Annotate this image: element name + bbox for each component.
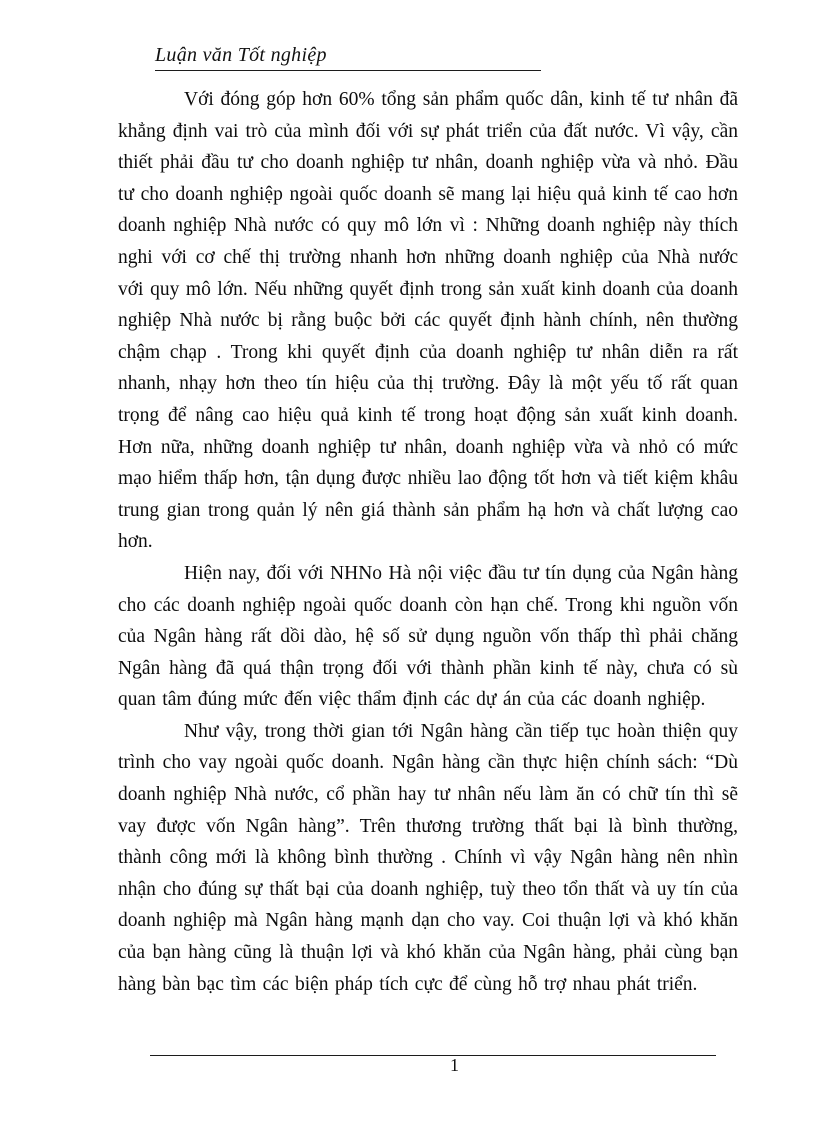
paragraph: Như vậy, trong thời gian tới Ngân hàng cần tiếp tục hoàn thiện quy trình cho vay ngoài quốc doanh. Ngân hàng cần thực hiện chính sách: “Dù doanh nghiệp Nhà nước, cổ phần hay tư nhân nếu làm ăn có chữ tín thì sẽ vay được vốn Ngân hàng”. Trên thương trường thất bại là bình thường, thành công mới là không bình thường . Chính vì vậy Ngân hàng nên nhìn nhận cho đúng sự thất bại của doanh nghiệp, tuỳ theo tổn thất và uy tín của doanh nghiệp mà Ngân hàng mạnh dạn cho vay. Coi thuận lợi và khó khăn của bạn hàng cũng là thuận lợi và khó khăn của Ngân hàng, phải cùng bạn hàng bàn bạc tìm các biện pháp tích cực để cùng hỗ trợ nhau phát triển. [118, 720, 738, 995]
footer-divider [150, 1055, 716, 1056]
paragraph: Với đóng góp hơn 60% tổng sản phẩm quốc dân, kinh tế tư nhân đã khẳng định vai trò của mình đối với sự phát triển của đất nước. Vì vậy, cần thiết phải đầu tư cho doanh nghiệp tư nhân, doanh nghiệp vừa và nhỏ. Đầu tư cho doanh nghiệp ngoài quốc doanh sẽ mang lại hiệu quả kinh tế cao hơn doanh nghiệp Nhà nước có quy mô lớn vì : Những doanh nghiệp này thích nghi với cơ chế thị trường nhanh hơn những doanh nghiệp của Nhà nước với quy mô lớn. Nếu những quyết định trong sản xuất kinh doanh của doanh nghiệp Nhà nước bị rằng buộc bởi các quyết định hành chính, nên thường chậm chạp . Trong khi quyết định của doanh nghiệp tư nhân diễn ra rất nhanh, nhạy hơn theo tín hiệu của thị trường. Đây là một yếu tố rất quan trọng để nâng cao hiệu quả kinh tế trong hoạt động sản xuất kinh doanh. Hơn nữa, những doanh nghiệp tư nhân, doanh nghiệp vừa và nhỏ có mức mạo hiểm thấp hơn, tận dụng được nhiều lao động tốt hơn và tiết kiệm khâu trung gian trong quản lý nên giá thành sản phẩm hạ hơn và chất lượng cao hơn. [118, 89, 738, 553]
page-number: 1 [450, 1055, 459, 1075]
header-title: Luận văn Tốt nghiệp [155, 44, 327, 66]
paragraph: Hiện nay, đối với NHNo Hà nội việc đầu tư tín dụng của Ngân hàng cho các doanh nghiệp ngoài quốc doanh còn hạn chế. Trong khi nguồn vốn của Ngân hàng rất dồi dào, hệ số sử dụng nguồn vốn thấp thì phải chăng Ngân hàng đã quá thận trọng đối với thành phần kinh tế này, chưa có sù quan tâm đúng mức đến việc thẩm định các dự án của các doanh nghiệp. [118, 562, 738, 711]
page-header [155, 44, 541, 71]
document-body [118, 84, 738, 1000]
